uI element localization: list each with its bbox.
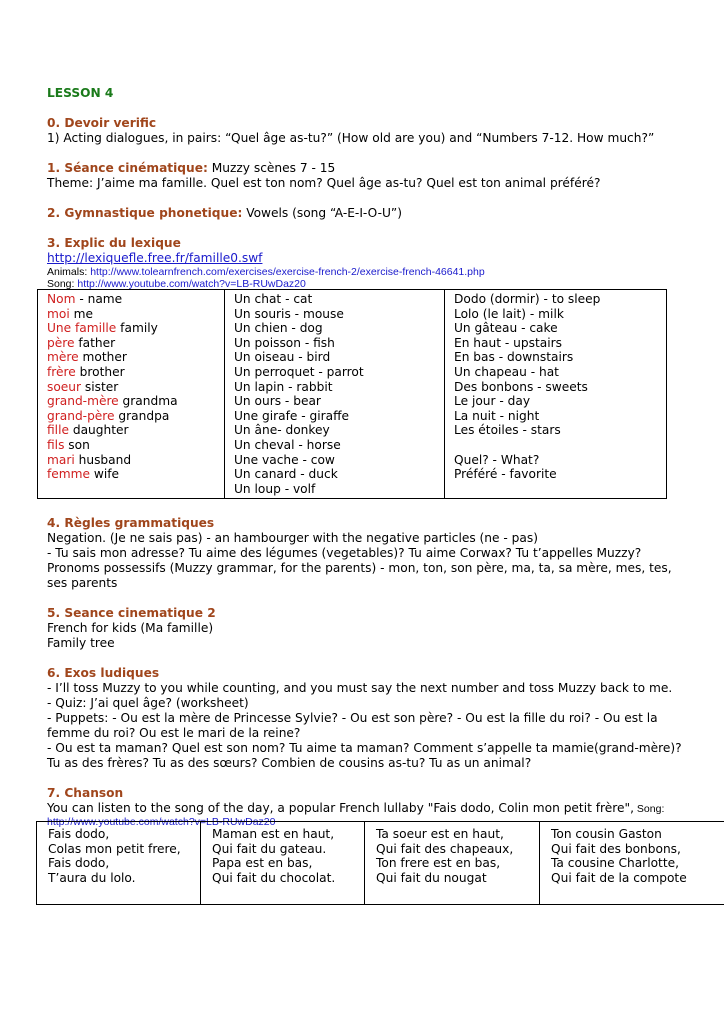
section-6-text: - I’ll toss Muzzy to you while counting, and you must say the next number and toss Muzzy back to me.: [47, 681, 673, 695]
vocab-animal-item: Un poisson - fish: [234, 335, 335, 350]
lyrics-line: Qui fait de la compote: [551, 870, 687, 885]
lyrics-line: Fais dodo,: [48, 827, 110, 841]
vocab-english-word: wife: [90, 467, 120, 482]
vocab-animal-item: Un oiseau - bird: [234, 350, 331, 365]
vocab-animal-item: Un chien - dog: [234, 321, 323, 336]
lyrics-line: Qui fait du gateau.: [212, 841, 327, 856]
vocab-french-word: fille: [47, 423, 69, 438]
vocab-animal-item: Une girafe - giraffe: [234, 408, 350, 423]
vocab-misc-item: Un gâteau - cake: [454, 321, 558, 336]
document-body: [47, 85, 707, 290]
lyrics-line: Qui fait du chocolat.: [212, 870, 336, 885]
vocab-family-item: [47, 380, 224, 395]
vocab-animal-item: Un chat - cat: [234, 292, 313, 306]
vocab-misc-item: Préféré - favorite: [454, 467, 557, 482]
lyrics-line: Colas mon petit frere,: [48, 841, 181, 856]
vocab-french-word: père: [47, 335, 75, 350]
vocab-family-item: [47, 307, 224, 322]
section-5-heading: 5. Seance cinematique 2: [47, 606, 216, 620]
lesson-title: LESSON 4: [47, 86, 114, 100]
vocab-misc-item: Dodo (dormir) - to sleep: [454, 292, 601, 306]
vocab-animal-item: Un loup - volf: [234, 481, 316, 496]
section-2-heading: 2. Gymnastique phonetique: Vowels (song “A-E-I-O-U”): [47, 206, 402, 220]
vocab-family-item: [47, 467, 224, 482]
vocab-english-word: son: [64, 437, 90, 452]
vocab-misc-column: [445, 290, 667, 499]
song-link-2[interactable]: http://www.youtube.com/watch?v=LB-RUwDaz20: [47, 816, 276, 828]
vocab-misc-item: Quel? - What?: [454, 452, 540, 467]
section-4-text: Pronoms possessifs (Muzzy grammar, for the parents) - mon, ton, son père, ma, ta, sa mère, mes, tes,: [47, 561, 672, 575]
section-6-text: - Puppets: - Ou est la mère de Princesse Sylvie? - Ou est son père? - Ou est la fille du roi? - Ou est la: [47, 711, 658, 725]
lyrics-verse-4: [540, 822, 724, 905]
lyrics-line: Papa est en bas,: [212, 856, 313, 871]
lyrics-line: Ton cousin Gaston: [551, 827, 662, 841]
song-lyrics-table: [36, 821, 724, 905]
vocab-french-word: frère: [47, 364, 76, 379]
lyrics-line: Qui fait des bonbons,: [551, 841, 681, 856]
vocab-french-word: Une famille: [47, 321, 117, 336]
section-4-text: - Tu sais mon adresse? Tu aime des légumes (vegetables)? Tu aime Corwax? Tu t’appelles Muzzy?: [47, 546, 642, 560]
lyrics-verse-1: [37, 822, 201, 905]
vocab-english-word: brother: [75, 364, 125, 379]
vocab-family-item: [47, 336, 224, 351]
vocab-family-item: [47, 394, 224, 409]
section-6-text: - Ou est ta maman? Quel est son nom? Tu aime ta maman? Comment s’appelle ta mamie(grand-mère)?: [47, 741, 682, 755]
vocab-family-item: [47, 350, 224, 365]
vocab-french-word: fils: [47, 437, 65, 452]
vocab-animal-item: Un lapin - rabbit: [234, 379, 333, 394]
vocab-french-word: mari: [47, 452, 75, 467]
vocab-animal-item: Un cheval - horse: [234, 437, 341, 452]
vocab-french-word: moi: [47, 306, 70, 321]
vocab-animal-item: Un âne- donkey: [234, 423, 330, 438]
lyrics-line: Ta cousine Charlotte,: [551, 856, 679, 871]
section-1-heading: 1. Séance cinématique: Muzzy scènes 7 - 15: [47, 161, 336, 175]
vocab-english-word: sister: [81, 379, 119, 394]
vocab-animals-column: [225, 290, 445, 499]
vocab-animal-item: Une vache - cow: [234, 452, 335, 467]
section-6-text: femme du roi? Ou est le mari de la reine?: [47, 726, 301, 740]
vocab-misc-item: [454, 438, 666, 453]
vocab-family-item: [47, 453, 224, 468]
lyrics-line: Qui fait du nougat: [376, 870, 487, 885]
section-4-text: ses parents: [47, 576, 118, 590]
vocab-french-word: soeur: [47, 379, 82, 394]
lyrics-verse-3: [365, 822, 540, 905]
vocab-misc-item: En haut - upstairs: [454, 335, 562, 350]
vocab-french-word: Nom: [47, 292, 76, 306]
document-body-lower: [47, 516, 707, 828]
animals-link[interactable]: http://www.tolearnfrench.com/exercises/exercise-french-2/exercise-french-46641.php: [90, 266, 485, 278]
vocab-animal-item: Un ours - bear: [234, 394, 321, 409]
animals-line: Animals: http://www.tolearnfrench.com/exercises/exercise-french-2/exercise-french-46641.php: [47, 266, 485, 278]
vocab-english-word: father: [74, 335, 116, 350]
vocab-english-word: mother: [78, 350, 127, 365]
vocabulary-table: [37, 289, 667, 499]
vocab-english-word: family: [116, 321, 158, 336]
vocab-family-item: [47, 321, 224, 336]
section-0-text: 1) Acting dialogues, in pairs: “Quel âge as-tu?” (How old are you) and “Numbers 7-12. How much?”: [47, 131, 655, 145]
vocab-animal-item: Un souris - mouse: [234, 306, 344, 321]
section-7-heading: 7. Chanson: [47, 786, 124, 800]
section-5-text: Family tree: [47, 636, 115, 650]
section-1-text: Theme: J’aime ma famille. Quel est ton nom? Quel âge as-tu? Quel est ton animal préféré?: [47, 176, 601, 190]
vocab-family-item: [47, 438, 224, 453]
lyrics-line: Ton frere est en bas,: [376, 856, 501, 871]
vocab-family-item: [47, 292, 224, 307]
section-0-heading: 0. Devoir verific: [47, 116, 157, 130]
vocab-animal-item: Un perroquet - parrot: [234, 364, 364, 379]
lexique-link[interactable]: http://lexiquefle.free.fr/famille0.swf: [47, 251, 263, 265]
vocab-misc-item: En bas - downstairs: [454, 350, 574, 365]
vocab-french-word: mère: [47, 350, 79, 365]
lyrics-verse-2: [201, 822, 365, 905]
vocab-misc-item: La nuit - night: [454, 408, 540, 423]
vocab-english-word: grandpa: [114, 408, 170, 423]
section-5-text: French for kids (Ma famille): [47, 621, 214, 635]
vocab-english-word: husband: [74, 452, 132, 467]
lyrics-line: Fais dodo,: [48, 856, 110, 871]
vocab-french-word: grand-père: [47, 408, 115, 423]
vocab-family-column: [38, 290, 225, 499]
lyrics-line: Ta soeur est en haut,: [376, 827, 504, 841]
section-4-text: Negation. (Je ne sais pas) - an hambourger with the negative particles (ne - pas): [47, 531, 538, 545]
vocab-english-word: daughter: [68, 423, 129, 438]
section-6-text: Tu as des frères? Tu as des sœurs? Combien de cousins as-tu? Tu as un animal?: [47, 756, 532, 770]
song-line: Song: http://www.youtube.com/watch?v=LB-RUwDaz20: [47, 278, 306, 290]
section-3-heading: 3. Explic du lexique: [47, 236, 181, 250]
vocab-misc-item: Le jour - day: [454, 394, 531, 409]
lyrics-line: Qui fait des chapeaux,: [376, 841, 514, 856]
vocab-misc-item: Les étoiles - stars: [454, 423, 561, 438]
vocab-misc-item: Un chapeau - hat: [454, 364, 559, 379]
vocab-english-word: grandma: [118, 394, 178, 409]
vocab-animal-item: Un canard - duck: [234, 467, 338, 482]
vocab-family-item: [47, 423, 224, 438]
song-link[interactable]: http://www.youtube.com/watch?v=LB-RUwDaz20: [77, 278, 306, 290]
section-6-heading: 6. Exos ludiques: [47, 666, 160, 680]
vocab-misc-item: Des bonbons - sweets: [454, 379, 588, 394]
section-6-text: - Quiz: J’ai quel âge? (worksheet): [47, 696, 249, 710]
vocab-family-item: [47, 365, 224, 380]
lyrics-line: Maman est en haut,: [212, 827, 335, 841]
vocab-misc-item: Lolo (le lait) - milk: [454, 306, 564, 321]
vocab-english-word: - name: [75, 292, 123, 306]
vocab-french-word: femme: [47, 467, 91, 482]
vocab-family-item: [47, 409, 224, 424]
vocab-french-word: grand-mère: [47, 394, 119, 409]
lyrics-line: T’aura du lolo.: [48, 870, 136, 885]
section-7-text: You can listen to the song of the day, a popular French lullaby "Fais dodo, Colin mon petit frère", Song:: [47, 801, 665, 815]
vocab-english-word: me: [69, 306, 93, 321]
section-4-heading: 4. Règles grammatiques: [47, 516, 215, 530]
